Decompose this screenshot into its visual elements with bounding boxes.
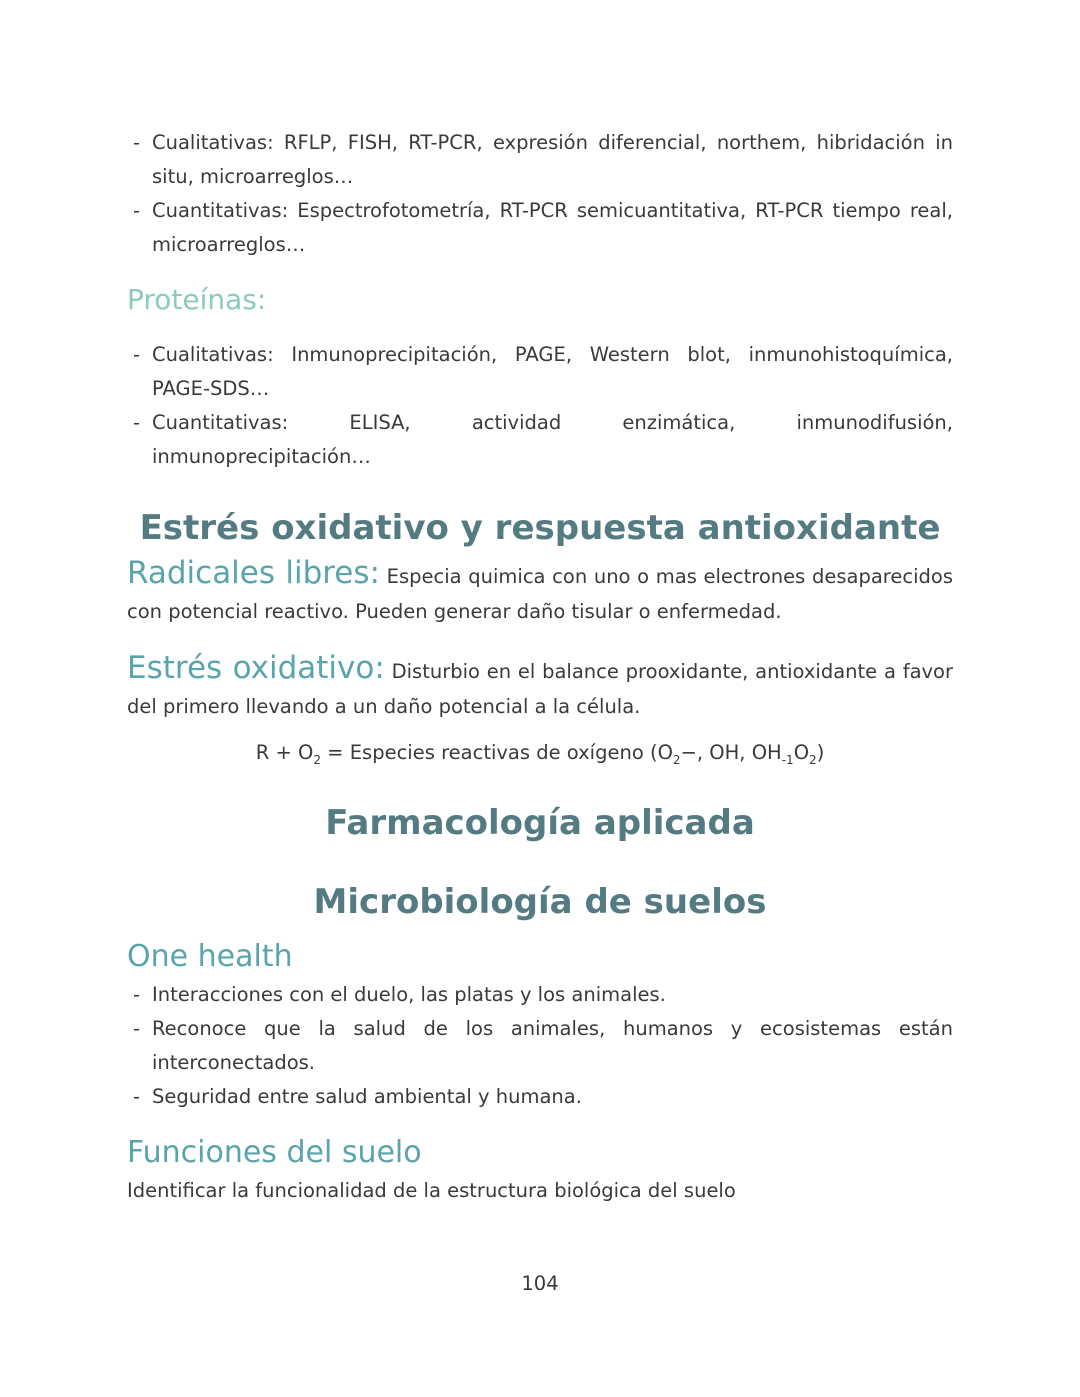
formula-text: −, OH, OH [680, 741, 782, 764]
one-health-heading: One health [127, 938, 293, 974]
radicales-libres-text: Especia quimica con uno o mas electrones desaparecidos con potencial reactivo. Pueden generar daño tisular o enfermedad. [127, 565, 953, 623]
formula-subscript: 2 [809, 752, 817, 767]
formula-subscript: -1 [781, 752, 794, 767]
list-item-text: - Cuantitativas: ELISA, actividad enzimática, inmunodifusión, inmunoprecipitación… [152, 411, 953, 468]
formula-subscript: 2 [313, 752, 321, 767]
funciones-text: Identificar la funcionalidad de la estructura biológica del suelo [127, 1178, 736, 1202]
formula-text: = Especies reactivas de oxígeno (O [320, 741, 673, 764]
page-number: 104 [521, 1272, 559, 1295]
list-item: - Interacciones con el duelo, las platas y los animales. [127, 978, 953, 1012]
list-item: - Cualitativas: RFLP, FISH, RT-PCR, expresión diferencial, northem, hibridación in situ, microarreglos… [127, 126, 953, 194]
formula-subscript: 2 [672, 752, 681, 767]
list-item: - Reconoce que la salud de los animales, humanos y ecosistemas están interconectados. [127, 1012, 953, 1080]
ros-formula [127, 736, 953, 777]
list-item: - Cuantitativas: Espectrofotometría, RT-PCR semicuantitativa, RT-PCR tiempo real, microarreglos… [127, 194, 953, 262]
radicales-libres-term: Radicales libres: [127, 555, 380, 591]
estres-section-title: Estrés oxidativo y respuesta antioxidante [139, 508, 941, 548]
formula-text: O [793, 741, 810, 764]
one-health-list [127, 978, 953, 1114]
estres-oxidativo-definition [127, 651, 953, 724]
page-content [127, 126, 953, 1208]
estres-oxidativo-term: Estrés oxidativo: [127, 650, 385, 686]
formula-text: R + O [255, 741, 314, 764]
rna-techniques-list [127, 126, 953, 262]
list-item [127, 406, 953, 474]
list-item: - Seguridad entre salud ambiental y humana. [127, 1080, 953, 1114]
radicales-libres-definition [127, 556, 953, 629]
estres-oxidativo-text: Disturbio en el balance prooxidante, antioxidante a favor del primero llevando a un daño potencial a la célula. [127, 660, 954, 718]
farmacologia-title: Farmacología aplicada [325, 802, 755, 843]
microbiologia-title: Microbiología de suelos [313, 881, 767, 922]
funciones-heading: Funciones del suelo [127, 1134, 422, 1170]
formula-text: ) [816, 741, 825, 764]
proteinas-list [127, 338, 953, 474]
proteinas-heading: Proteínas: [127, 283, 267, 316]
list-item: - Cualitativas: Inmunoprecipitación, PAGE, Western blot, inmunohistoquímica, PAGE-SDS… [127, 338, 953, 406]
